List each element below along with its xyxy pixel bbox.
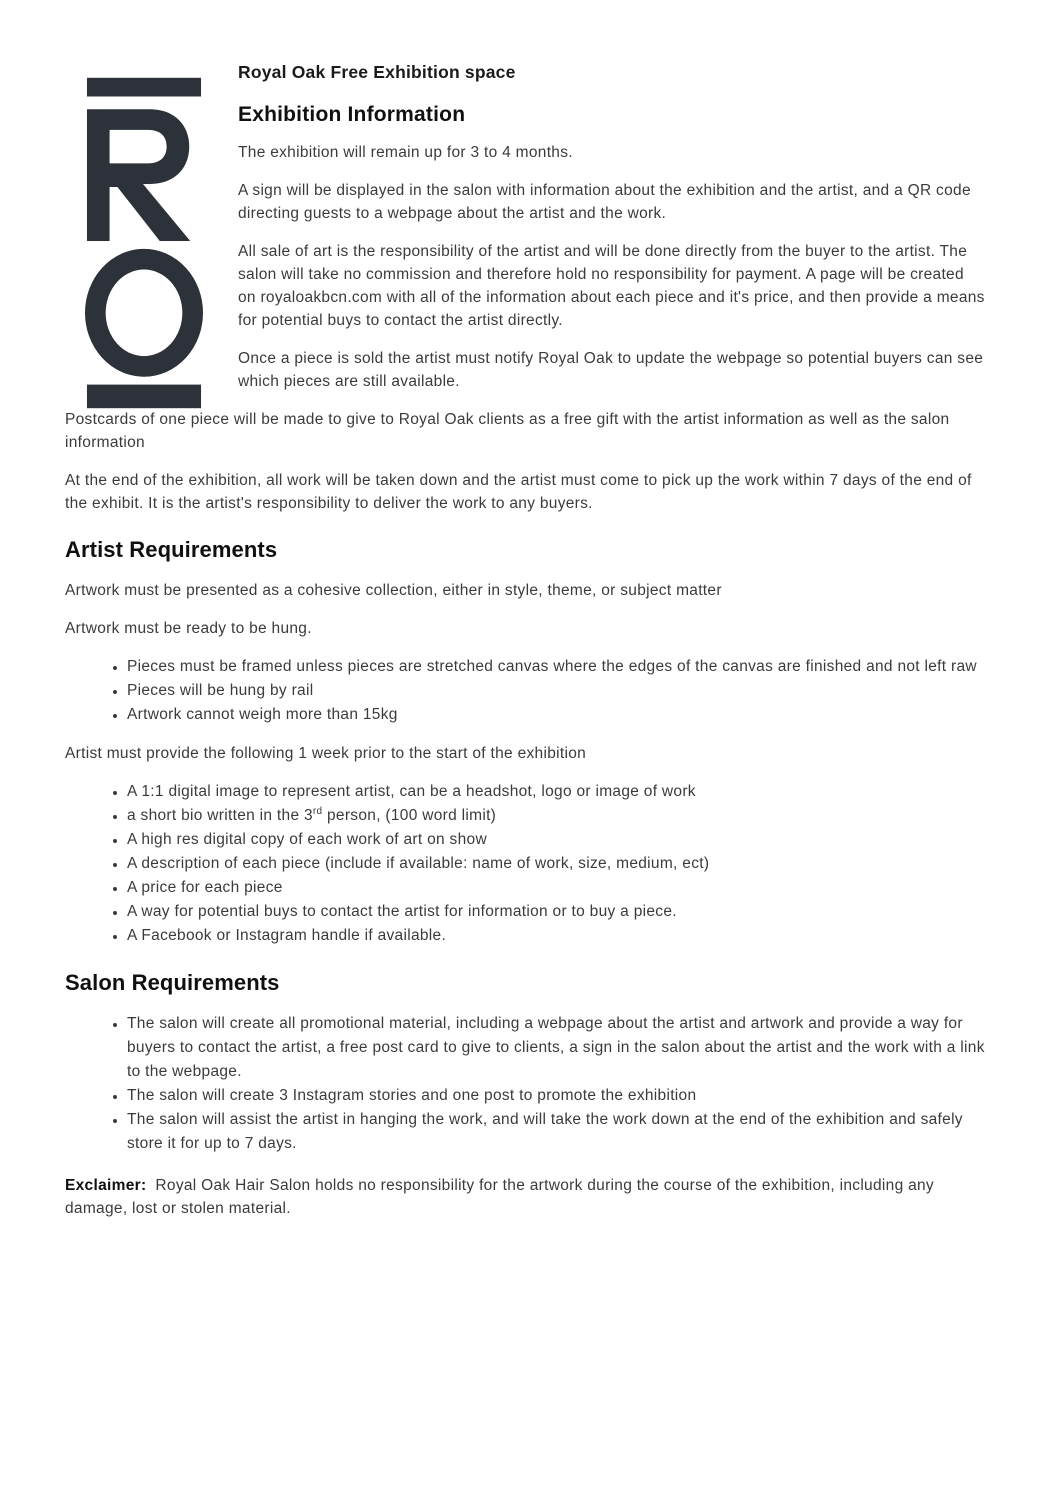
exclaimer-text: Royal Oak Hair Salon holds no responsibility for the artwork during the course of the exhibition, including any damage, lost or stolen material. (65, 1177, 934, 1217)
list-item: • A way for potential buys to contact the artist for information or to buy a piece. (127, 900, 985, 924)
list-item: • Pieces must be framed unless pieces are stretched canvas where the edges of the canvas are finished and not left raw (127, 655, 985, 679)
bio-text-post: person, (100 word limit) (322, 807, 497, 824)
list-item (127, 804, 985, 828)
paragraph-end-of-exhibition: At the end of the exhibition, all work will be taken down and the artist must come to pick up the work within 7 days of the end of the exhibit. It is the artist's responsibility to deliver the work to any buyers. (65, 472, 972, 512)
list-item: • Artwork cannot weigh more than 15kg (127, 703, 985, 727)
list-item: • A high res digital copy of each work of art on show (127, 828, 985, 852)
paragraph-cohesive-collection: Artwork must be presented as a cohesive collection, either in style, theme, or subject matter (65, 582, 722, 599)
exclaimer-paragraph (65, 1174, 985, 1220)
ordinal-superscript: rd (312, 805, 323, 817)
paragraph-ready-to-hang: Artwork must be ready to be hung. (65, 620, 312, 637)
logo-letter-o (95, 259, 192, 366)
list-item: • The salon will create 3 Instagram stories and one post to promote the exhibition (127, 1084, 985, 1108)
paragraph-exhibition-duration: The exhibition will remain up for 3 to 4 months. (238, 144, 573, 161)
body-section (65, 408, 985, 1220)
paragraph-sold-piece-notify: Once a piece is sold the artist must notify Royal Oak to update the webpage so potential buyers can see which pieces are still available. (238, 350, 984, 390)
paragraph-sales-responsibility: All sale of art is the responsibility of the artist and will be done directly from the buyer to the artist. The salon will take no commission and therefore hold no responsibility for payment. A page will be created on royaloakbcn.com with all of the information about each piece and it's price, and then provide a means for potential buys to contact the artist directly. (238, 243, 985, 329)
logo-bottom-bar (87, 385, 201, 409)
heading-salon-requirements: Salon Requirements (65, 970, 280, 995)
page-title: Royal Oak Free Exhibition space (238, 62, 516, 82)
list-item: • The salon will assist the artist in hanging the work, and will take the work down at the end of the exhibition and safely store it for up to 7 days. (127, 1108, 985, 1156)
list-item: • A price for each piece (127, 876, 985, 900)
logo-top-bar (87, 78, 201, 97)
list-item: • A 1:1 digital image to represent artist, can be a headshot, logo or image of work (127, 780, 985, 804)
royal-oak-logo (85, 75, 203, 411)
artist-provide-list (65, 780, 985, 948)
list-item: • A Facebook or Instagram handle if available. (127, 924, 985, 948)
header-text-column (238, 62, 985, 393)
paragraph-sign-qr-code: A sign will be displayed in the salon with information about the exhibition and the artist, and a QR code directing guests to a webpage about the artist and the work. (238, 182, 971, 222)
salon-requirements-list (65, 1012, 985, 1156)
artwork-requirements-list (65, 655, 985, 727)
section-heading-exhibition-information: Exhibition Information (238, 103, 466, 126)
paragraph-artist-must-provide: Artist must provide the following 1 week prior to the start of the exhibition (65, 745, 587, 762)
logo-letter-r (87, 109, 190, 241)
bio-text-pre: a short bio written in the 3 (127, 807, 313, 824)
list-item: • A description of each piece (include if available: name of work, size, medium, ect) (127, 852, 985, 876)
list-item: • Pieces will be hung by rail (127, 679, 985, 703)
heading-artist-requirements: Artist Requirements (65, 537, 278, 562)
list-item: • The salon will create all promotional material, including a webpage about the artist and artwork and provide a way for buyers to contact the artist, a free post card to give to clients, a sign in the salon about the artist and the work with a link to the webpage. (127, 1012, 985, 1084)
paragraph-postcards: Postcards of one piece will be made to give to Royal Oak clients as a free gift with the artist information as well as the salon information (65, 411, 950, 451)
header-section (65, 62, 985, 393)
exclaimer-label: Exclaimer: (65, 1177, 147, 1194)
